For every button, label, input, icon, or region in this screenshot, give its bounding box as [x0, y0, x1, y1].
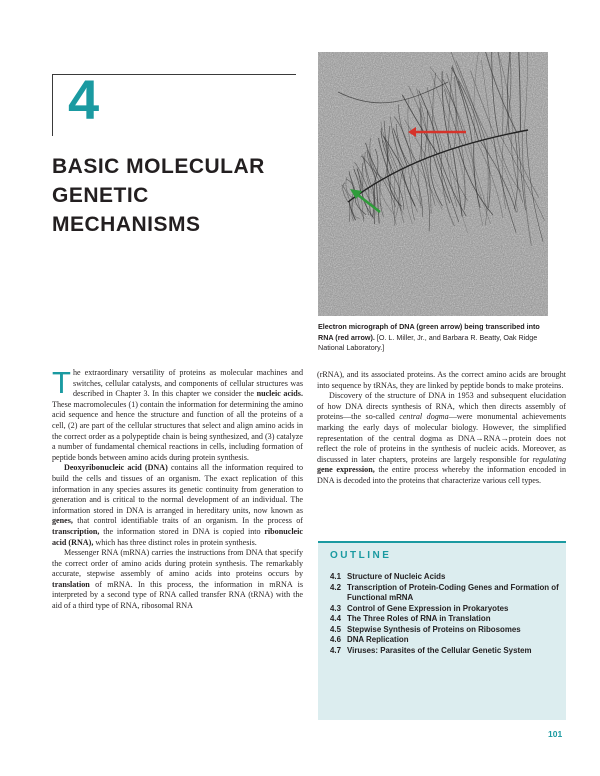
figure-caption — [318, 322, 550, 354]
term-bold: nucleic acids. — [256, 389, 303, 399]
drop-cap: T — [52, 365, 71, 400]
outline-item[interactable] — [330, 583, 562, 604]
outline-item-number: 4.5 — [330, 624, 341, 634]
outline-item-number: 4.7 — [330, 645, 341, 655]
outline-item[interactable] — [330, 604, 562, 615]
outline-item-label: DNA Replication — [347, 635, 409, 644]
term-bold: Deoxyribonucleic acid (DNA) — [64, 463, 168, 473]
text-run: the information stored in DNA is copied into — [99, 526, 265, 536]
outline-title: OUTLINE — [330, 550, 392, 561]
outline-item-label: The Three Roles of RNA in Translation — [347, 614, 491, 623]
paragraph — [317, 391, 566, 486]
paragraph — [52, 548, 303, 612]
outline-item-label: Viruses: Parasites of the Cellular Genetic System — [347, 645, 532, 655]
outline-item-number: 4.1 — [330, 572, 341, 581]
page-number: 101 — [548, 729, 563, 739]
paragraph — [52, 463, 303, 548]
chapter-rule-vertical — [52, 74, 53, 136]
text-run: he extraordinary versatility of proteins as molecular machines and switches, cellular catalysts, and components of cellular structures was described in Chapter 3. In this chapter we consider the — [72, 368, 303, 399]
chapter-title-line: BASIC MOLECULAR — [52, 155, 265, 178]
paragraph: (rRNA), and its associated proteins. As the correct amino acids are brought into sequence by tRNAs, they are linked by peptide bonds to make proteins. — [317, 370, 566, 390]
caption-text: Electron micrograph of DNA (green arrow) being transcribed into RNA (red arrow). — [318, 322, 540, 342]
outline-item-label: Structure of Nucleic Acids — [347, 572, 446, 581]
text-run: Discovery of the structure of DNA in 1953 and subsequent elucidation of how DNA directs synthesis of RNA, which then directs assembly of proteins—the so-called — [317, 391, 566, 422]
text-run: contains all the information required to build the cells and tissues of an organism. The exact replication of this information in any species assures its genetic continuity from generation to generation and is critical to the normal development of an individual. The information stored in DNA is arranged in hereditary units, now known as — [52, 463, 303, 515]
text-run: the entire process whereby the information encoded in DNA is decoded into the proteins that characterize various cell types. — [317, 465, 566, 485]
text-run: that control identifiable traits of an organism. In the process of — [72, 516, 303, 526]
body-column-right — [317, 370, 566, 487]
outline-item[interactable] — [330, 614, 562, 625]
term-bold: ribonucleic acid (RNA), — [52, 526, 303, 547]
outline-item[interactable] — [330, 646, 562, 657]
term-bold: transcription, — [52, 526, 100, 536]
outline-rule — [318, 541, 566, 543]
chapter-title-line: MECHANISMS — [52, 213, 201, 236]
outline-item[interactable] — [330, 572, 562, 583]
term-bold: translation — [52, 579, 90, 589]
text-run: These macromolecules (1) contain the information for determining the amino acid sequence and hence the structure and function of all the proteins of a cell, (2) are part of the cellular structures that select and align amino acids in the correct order as a polypeptide chain is being synthesized, and (3) catalyze a number of fundamental chemical reactions in cells, including formation of peptide bonds between amino acids during protein synthesis. — [52, 399, 303, 462]
chapter-title-line: GENETIC — [52, 184, 149, 207]
chapter-number: 4 — [68, 68, 100, 131]
electron-micrograph — [318, 52, 548, 316]
text-run: Messenger RNA (mRNA) carries the instructions from DNA that specify the correct order of amino acids during protein synthesis. The remarkably accurate, stepwise assembly of amino acids into proteins occurs by — [52, 548, 303, 579]
outline-item-number: 4.6 — [330, 635, 341, 644]
outline-item[interactable] — [330, 635, 562, 646]
caption-credit: [O. L. Miller, Jr., and Barbara R. Beatty, Oak Ridge National Laboratory.] — [318, 332, 538, 352]
text-run: —were monumental achievements marking the early days of molecular biology. However, the simplified representation of the central dogma as DNA→RNA→protein does not reflect the role of proteins in the synthesis of nucleic acids. Moreover, as discussed in later chapters, proteins are largely responsible for — [317, 412, 567, 464]
term-italic: central dogma — [399, 412, 449, 422]
outline-item-number: 4.4 — [330, 614, 341, 623]
text-run: of mRNA. In this process, the information in mRNA is interpreted by a second type of RNA called transfer RNA (tRNA) with the aid of a third type of RNA, ribosomal RNA — [52, 579, 303, 611]
term-italic: regulating — [532, 454, 566, 464]
outline-item-number: 4.2 — [330, 582, 341, 592]
outline-item-label: Stepwise Synthesis of Proteins on Ribosomes — [347, 624, 521, 634]
term-bold: gene expression, — [317, 465, 375, 475]
outline-item[interactable] — [330, 625, 562, 636]
outline-item-label: Transcription of Protein-Coding Genes and Formation of Functional mRNA — [347, 582, 559, 602]
term-bold: genes, — [52, 516, 73, 526]
outline-item-label: Control of Gene Expression in Prokaryotes — [347, 603, 509, 613]
body-column-left — [52, 365, 303, 612]
chapter-title — [52, 152, 302, 239]
outline-item-number: 4.3 — [330, 603, 341, 613]
outline-list — [330, 572, 562, 656]
text-run: which has three distinct roles in protein synthesis. — [93, 537, 257, 547]
paragraph — [52, 365, 303, 463]
